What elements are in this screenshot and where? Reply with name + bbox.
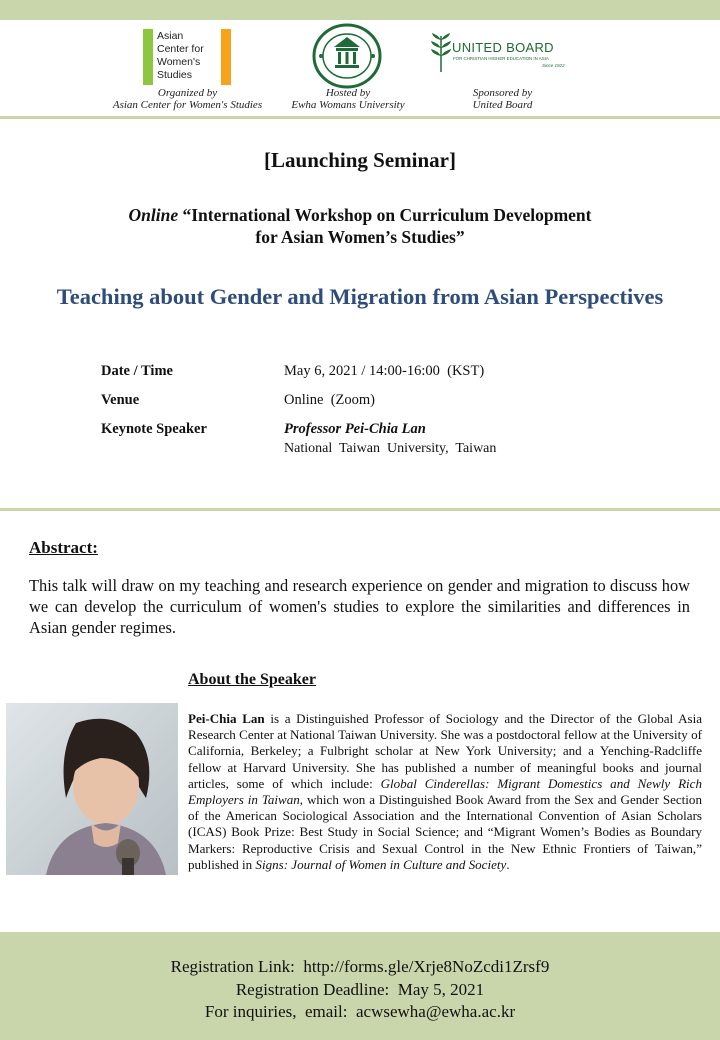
bio-text-1: is a Distinguished Professor of Sociology and the Director of the Global Asia Research Center at National Taiwan University. She was a postdoctoral fellow at the University of California, Berkeley; a Fulbright scholar at New York University; and a Yenching-Radcliffe fellow at Harvard University. She has published a number of meaningful books and journal articles, some of which include: <box>188 711 702 791</box>
bio-book-title: Global Cinderellas: Migrant Domestics and Newly Rich Employers in Taiwan <box>188 775 702 808</box>
speaker-label: Keynote Speaker <box>101 421 207 437</box>
speaker-name: Professor Pei-Chia Lan <box>284 421 426 437</box>
date-label: Date / Time <box>101 363 173 379</box>
united-board-name: UNITED BOARD <box>452 40 554 55</box>
registration-deadline: Registration Deadline: May 5, 2021 <box>235 979 485 999</box>
bio-text-2: , which won a Distinguished Book Award from the Sex and Gender Section of the American Sociological Association and the International Convention of Asian Scholars (ICAS) Book Prize: Best Study in Social Science; and “Migrant Women’s Bodies as Boundary Markers: Reproductive Crisis and Sexual Control in the New Ethnic Frontiers of Taiwan,” published in <box>188 792 702 872</box>
bio-journal-title: Signs: Journal of Women in Culture and Society <box>255 856 507 872</box>
acws-logo <box>143 29 231 85</box>
footer-band <box>0 932 720 1040</box>
acws-logo-text: Women's <box>157 56 201 68</box>
inquiries-email[interactable]: For inquiries, email: acwsewha@ewha.ac.kr <box>204 1002 516 1021</box>
abstract-heading: Abstract: <box>29 538 98 557</box>
ub-caption-name: United Board <box>472 99 533 111</box>
bio-text-end: . <box>506 856 510 872</box>
bracket-title: [Launching Seminar] <box>264 148 456 172</box>
header-divider <box>0 116 720 119</box>
united-board-tagline: FOR CHRISTIAN HIGHER EDUCATION IN ASIA <box>453 56 549 61</box>
speaker-bio <box>188 711 702 873</box>
online-label: Online <box>128 205 179 225</box>
registration-link[interactable]: Registration Link: http://forms.gle/Xrje8NoZcdi1Zrsf9 <box>170 957 550 976</box>
ewha-caption-name: Ewha Womans University <box>291 99 405 111</box>
acws-logo-text: Studies <box>157 69 193 81</box>
bio-speaker-name: Pei-Chia Lan <box>188 711 265 726</box>
ub-caption-role: Sponsored by <box>472 87 533 99</box>
ewha-caption-role: Hosted by <box>325 87 371 99</box>
venue-value: Online (Zoom) <box>284 392 376 408</box>
date-value: May 6, 2021 / 14:00-16:00 (KST) <box>284 363 485 379</box>
acws-logo-orange-bar <box>221 29 231 85</box>
abstract-body: This talk will draw on my teaching and research experience on gender and migration to discuss how we can develop the curriculum of women's studies to explore the similarities and differences in Asian gender regimes. <box>29 576 690 637</box>
speaker-photo <box>6 703 178 875</box>
united-board-logo <box>430 32 570 76</box>
acws-caption-name: Asian Center for Women's Studies <box>112 99 263 111</box>
workshop-title-line1: “International Workshop on Curriculum Development <box>182 205 592 225</box>
speaker-affiliation: National Taiwan University, Taiwan <box>284 441 497 456</box>
ewha-seal-icon <box>312 23 382 89</box>
acws-logo-text: Asian <box>157 30 184 42</box>
acws-caption-role: Organized by <box>157 87 218 99</box>
top-band <box>0 0 720 20</box>
venue-label: Venue <box>101 392 140 408</box>
workshop-title-line2: for Asian Women’s Studies” <box>255 227 465 247</box>
details-divider <box>0 508 720 511</box>
acws-logo-green-bar <box>143 29 153 85</box>
acws-logo-text: Center for <box>157 43 204 55</box>
main-title: Teaching about Gender and Migration from Asian Perspectives <box>56 284 664 309</box>
about-speaker-heading: About the Speaker <box>188 671 317 688</box>
leaf-icon <box>430 32 452 72</box>
united-board-since: Since 1922 <box>542 63 565 68</box>
